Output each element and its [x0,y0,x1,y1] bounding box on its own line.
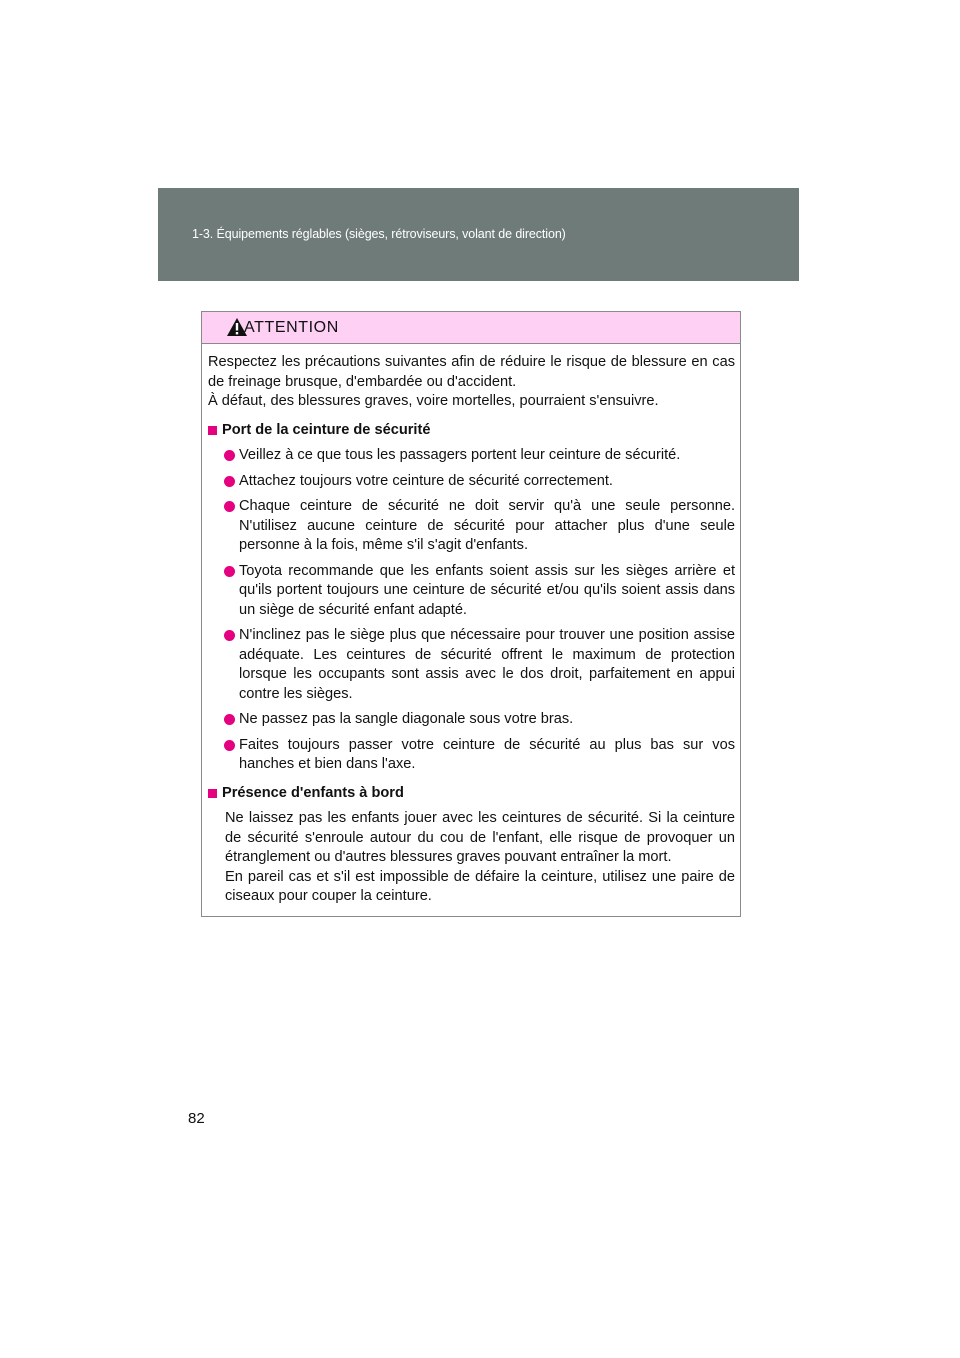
list-item [208,626,735,704]
round-bullet-icon [224,476,235,487]
round-bullet-icon [224,740,235,751]
list-item [208,472,735,492]
children-paragraphs [208,809,735,907]
list-item [208,710,735,730]
list-item [208,497,735,556]
intro-paragraph: À défaut, des blessures graves, voire mortelles, pourraient s'ensuivre. [208,393,659,409]
section-heading-text: Présence d'enfants à bord [222,784,404,801]
warning-body [202,344,740,907]
list-item-text: N'inclinez pas le siège plus que nécessaire pour trouver une position assise adéquate. Les ceintures de sécurité offrent le maximum de protection lorsque les occupants sont assis avec le dos droit, parfaitement en appui contre les sièges. [239,627,735,702]
list-item-text: Toyota recommande que les enfants soient assis sur les sièges arrière et qu'ils portent toujours une ceinture de sécurité et/ou qu'ils soient assis dans un siège de sécurité enfant adapté. [239,562,735,618]
section-heading-text: Port de la ceinture de sécurité [222,421,431,438]
warning-intro [208,353,735,412]
section-header-band [158,188,799,281]
paragraph: Ne laissez pas les enfants jouer avec les ceintures de sécurité. Si la ceinture de sécurité s'enroule autour du cou de l'enfant, elle risque de provoquer un étranglement ou d'autres blessures graves pouvant entraîner la mort. [225,810,735,865]
list-item-text: Ne passez pas la sangle diagonale sous votre bras. [239,711,574,727]
section-title: 1-3. Équipements réglables (sièges, rétroviseurs, volant de direction) [192,227,566,241]
square-bullet-icon [208,789,217,798]
list-item-text: Veillez à ce que tous les passagers portent leur ceinture de sécurité. [239,447,681,463]
list-item [208,446,735,466]
list-item [208,736,735,775]
paragraph: En pareil cas et s'il est impossible de défaire la ceinture, utilisez une paire de ciseaux pour couper la ceinture. [225,868,735,904]
section-heading-children [208,784,735,804]
round-bullet-icon [224,450,235,461]
warning-title: ATTENTION [244,319,339,336]
intro-paragraph: Respectez les précautions suivantes afin de réduire le risque de blessure en cas de freinage brusque, d'embardée ou d'accident. [208,354,735,390]
round-bullet-icon [224,566,235,577]
list-item-text: Attachez toujours votre ceinture de sécurité correctement. [239,472,613,489]
warning-header [202,312,740,344]
square-bullet-icon [208,426,217,435]
warning-box [201,311,741,917]
page-number: 82 [188,1110,205,1127]
list-item-text: Faites toujours passer votre ceinture de sécurité au plus bas sur vos hanches et bien dans l'axe. [239,736,735,772]
list-item-text: Chaque ceinture de sécurité ne doit servir qu'à une seule personne. N'utilisez aucune ceinture de sécurité pour attacher plus d'une seule personne à la fois, même s'il s'agit d'enfants. [239,498,735,553]
section-heading-seatbelt [208,421,735,441]
round-bullet-icon [224,630,235,641]
list-item [208,562,735,621]
round-bullet-icon [224,501,235,512]
round-bullet-icon [224,714,235,725]
